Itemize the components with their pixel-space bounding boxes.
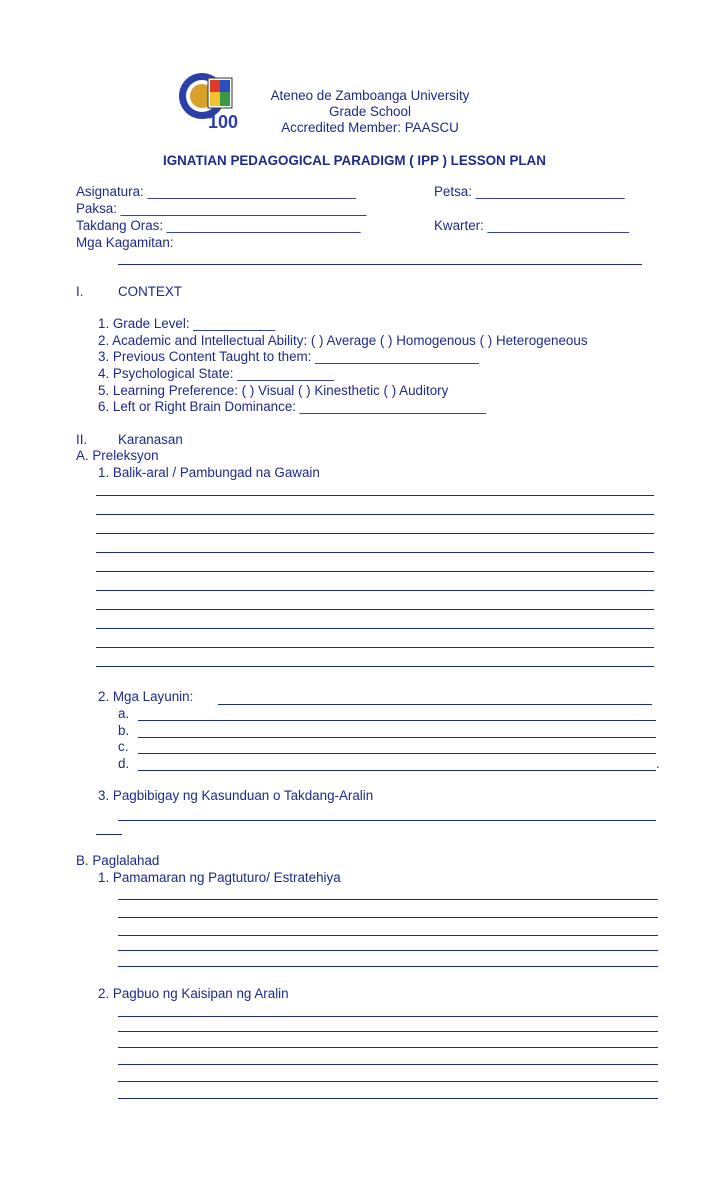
pagbuo-line [118, 1098, 658, 1099]
takdang-oras-field: Takdang Oras: __________________________ [76, 218, 361, 233]
balik-aral-line [96, 628, 654, 629]
context-item-1: 1. Grade Level: ___________ [98, 316, 276, 331]
pagbuo-line [118, 1031, 658, 1032]
balik-aral-line [96, 571, 654, 572]
pagbuo-line [118, 1016, 658, 1017]
school-name: Ateneo de Zamboanga University [270, 88, 470, 103]
layunin-b-line [138, 737, 656, 738]
kasunduan-label: 3. Pagbibigay ng Kasunduan o Takdang-Aralin [98, 788, 374, 803]
pamamaran-line [118, 950, 658, 951]
layunin-label: 2. Mga Layunin: [98, 689, 194, 704]
layunin-letter-a: a. [118, 706, 130, 721]
layunin-letter-b: b. [118, 723, 130, 738]
university-logo [172, 70, 242, 132]
balik-aral-line [96, 666, 654, 667]
context-item-6: 6. Left or Right Brain Dominance: _________________________ [98, 399, 486, 414]
karanasan-numeral: II. [76, 432, 88, 447]
school-unit: Grade School [329, 104, 411, 119]
context-item-2: 2. Academic and Intellectual Ability: ( ) Average ( ) Homogenous ( ) Heterogeneous [98, 333, 588, 348]
balik-aral-line [96, 590, 654, 591]
asignatura-field: Asignatura: ____________________________ [76, 184, 356, 199]
context-item-5: 5. Learning Preference: ( ) Visual ( ) Kinesthetic ( ) Auditory [98, 383, 449, 398]
pagbuo-line [118, 1047, 658, 1048]
balik-aral-line [96, 533, 654, 534]
balik-aral-line [96, 647, 654, 648]
accreditation: Accredited Member: PAASCU [281, 120, 459, 135]
context-numeral: I. [76, 284, 84, 299]
pagbuo-label: 2. Pagbuo ng Kaisipan ng Aralin [98, 986, 289, 1001]
kasunduan-line [96, 834, 122, 835]
balik-aral-line [96, 514, 654, 515]
page-title: IGNATIAN PEDAGOGICAL PARADIGM ( IPP ) LESSON PLAN [163, 153, 546, 168]
paglalahad-heading: B. Paglalahad [76, 853, 160, 868]
context-heading: CONTEXT [118, 284, 182, 299]
context-item-3: 3. Previous Content Taught to them: ______________________ [98, 349, 479, 364]
pamamaran-line [118, 966, 658, 967]
pamamaran-line [118, 917, 658, 918]
kwarter-field: Kwarter: ___________________ [434, 218, 630, 233]
balik-aral-label: 1. Balik-aral / Pambungad na Gawain [98, 465, 320, 480]
layunin-letter-d: d. [118, 756, 130, 771]
balik-aral-line [96, 609, 654, 610]
layunin-c-line [138, 753, 656, 754]
preleksyon-heading: A. Preleksyon [76, 448, 159, 463]
layunin-period: . [656, 756, 660, 771]
layunin-a-line [138, 720, 656, 721]
pamamaran-label: 1. Pamamaran ng Pagtuturo/ Estratehiya [98, 870, 341, 885]
layunin-d-line [138, 770, 656, 771]
pagbuo-line [118, 1081, 658, 1082]
layunin-letter-c: c. [118, 739, 129, 754]
balik-aral-line [96, 552, 654, 553]
pagbuo-line [118, 1064, 658, 1065]
balik-aral-line [96, 495, 654, 496]
karanasan-heading: Karanasan [118, 432, 183, 447]
pamamaran-line [118, 935, 658, 936]
context-item-4: 4. Psychological State: _____________ [98, 366, 335, 381]
paksa-field: Paksa: _________________________________ [76, 201, 367, 216]
pamamaran-line [118, 899, 658, 900]
kasunduan-line [118, 820, 656, 821]
petsa-field: Petsa: ____________________ [434, 184, 625, 199]
layunin-line [218, 704, 652, 705]
kagamitan-line [118, 264, 642, 265]
kagamitan-label: Mga Kagamitan: [76, 235, 174, 250]
svg-text:100: 100 [208, 112, 239, 132]
